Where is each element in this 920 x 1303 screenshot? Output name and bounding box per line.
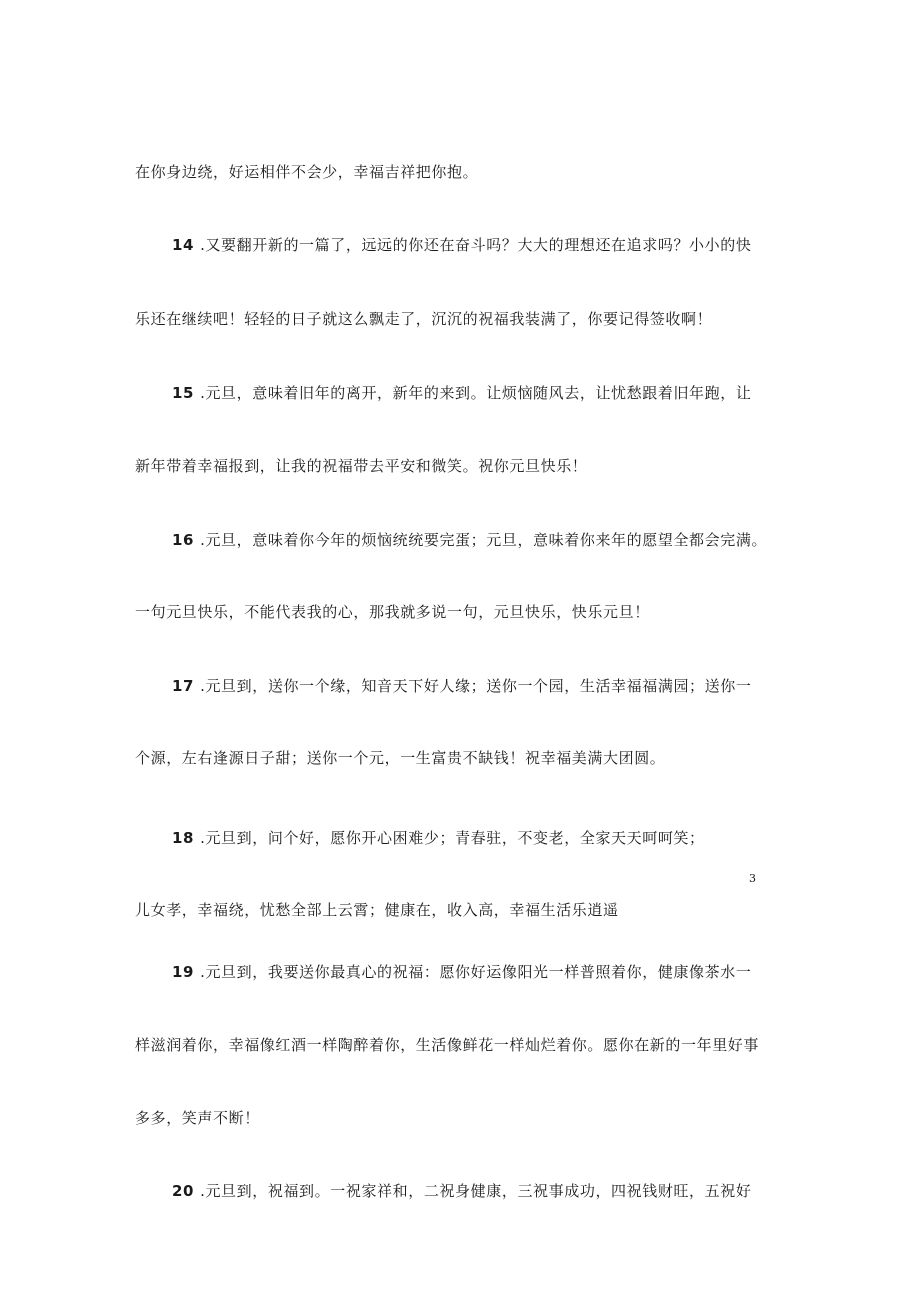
list-item-17-line-2: 个源，左右逢源日子甜；送你一个元，一生富贵不缺钱！祝幸福美满大团圆。 xyxy=(135,749,666,767)
item-number: 17 xyxy=(172,677,195,695)
continuation-line: 在你身边绕，好运相伴不会少，幸福吉祥把你抱。 xyxy=(135,163,479,181)
item-number: 16 xyxy=(172,531,195,549)
list-item-18-line-2: 儿女孝，幸福绕，忧愁全部上云霄；健康在，收入高，幸福生活乐逍遥 xyxy=(135,901,619,919)
list-item-15-line-1 xyxy=(172,383,751,403)
item-number: 18 xyxy=(172,829,195,847)
item-text: .元旦，意味着你今年的烦恼统统要完蛋；元旦，意味着你来年的愿望全都会完满。 xyxy=(200,531,768,549)
list-item-16-line-2: 一句元旦快乐，不能代表我的心，那我就多说一句，元旦快乐，快乐元旦！ xyxy=(135,603,650,621)
item-text: .元旦到，我要送你最真心的祝福：愿你好运像阳光一样普照着你，健康像茶水一 xyxy=(200,963,752,981)
item-text: .又要翻开新的一篇了，远远的你还在奋斗吗？大大的理想还在追求吗？小小的快 xyxy=(200,236,752,254)
item-number: 14 xyxy=(172,236,195,254)
list-item-18-line-1 xyxy=(172,828,705,848)
item-number: 20 xyxy=(172,1182,195,1200)
list-item-16-line-1 xyxy=(172,530,767,550)
list-item-14-line-1 xyxy=(172,235,751,255)
item-number: 15 xyxy=(172,384,195,402)
item-number: 19 xyxy=(172,963,195,981)
list-item-19-line-3: 多多，笑声不断！ xyxy=(135,1109,260,1127)
list-item-15-line-2: 新年带着幸福报到，让我的祝福带去平安和微笑。祝你元旦快乐！ xyxy=(135,457,588,475)
item-text: .元旦到，问个好，愿你开心困难少；青春驻，不变老，全家天天呵呵笑； xyxy=(200,829,705,847)
list-item-19-line-1 xyxy=(172,962,751,982)
item-text: .元旦，意味着旧年的离开，新年的来到。让烦恼随风去，让忧愁跟着旧年跑，让 xyxy=(200,384,752,402)
list-item-14-line-2: 乐还在继续吧！轻轻的日子就这么飘走了，沉沉的祝福我装满了，你要记得签收啊！ xyxy=(135,310,713,328)
list-item-19-line-2: 样滋润着你，幸福像红酒一样陶醉着你，生活像鲜花一样灿烂着你。愿你在新的一年里好事 xyxy=(135,1036,760,1054)
list-item-17-line-1 xyxy=(172,676,751,696)
list-item-20-line-1 xyxy=(172,1181,751,1201)
item-text: .元旦到，送你一个缘，知音天下好人缘；送你一个园，生活幸福福满园；送你一 xyxy=(200,677,752,695)
item-text: .元旦到，祝福到。一祝家祥和，二祝身健康，三祝事成功，四祝钱财旺，五祝好 xyxy=(200,1182,752,1200)
page-number: 3 xyxy=(749,872,756,885)
